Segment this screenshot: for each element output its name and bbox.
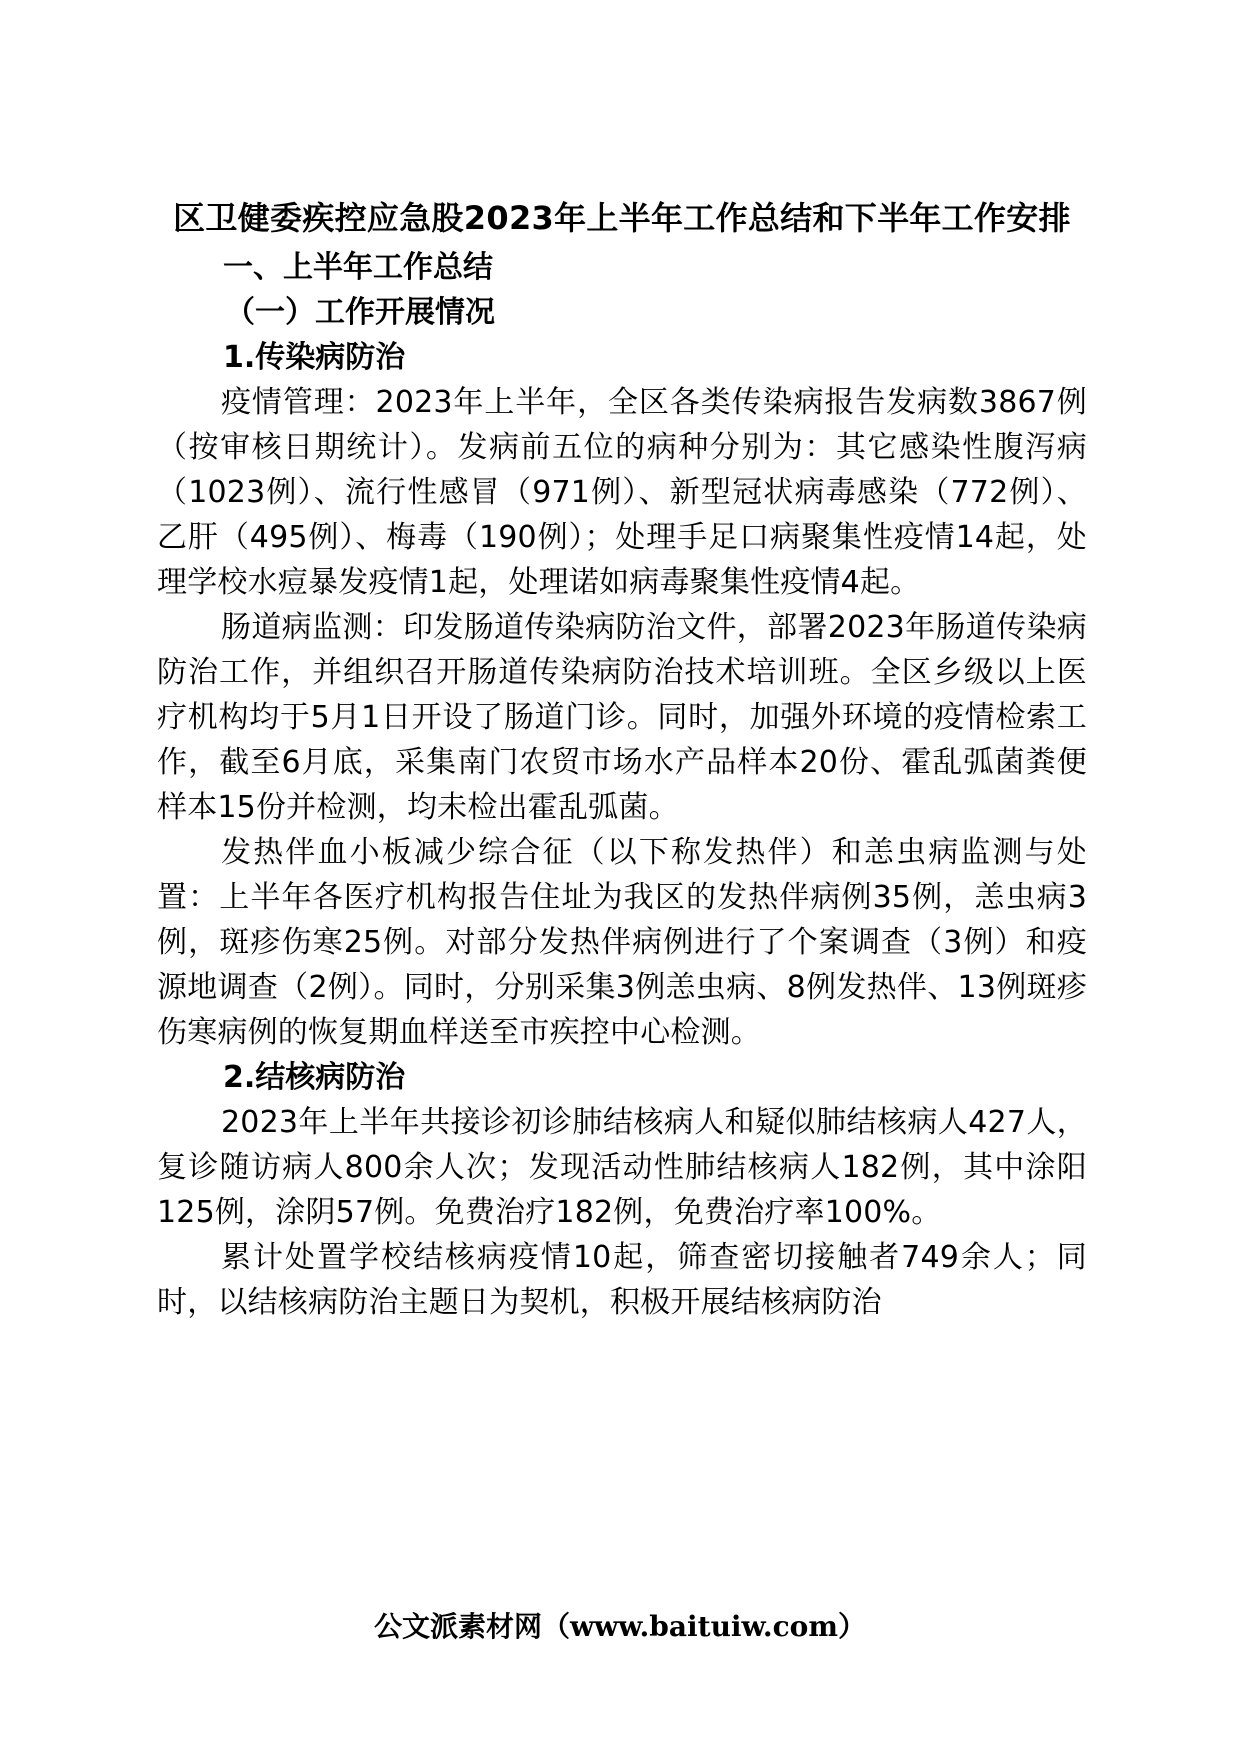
- subsection-heading: （一）工作开展情况: [225, 295, 495, 330]
- document-title: 区卫健委疾控应急股2023年上半年工作总结和下半年工作安排: [173, 199, 1071, 237]
- item-heading-infectious-disease: 1.传染病防治: [223, 340, 406, 375]
- document-page: [157, 196, 1087, 1325]
- paragraph-tb-diagnosis: 2023年上半年共接诊初诊肺结核病人和疑似肺结核病人427人，复诊随访病人800余人次；发现活动性肺结核病人182例，其中涂阳125例，涂阴57例。免费治疗182例，免费治疗率100%。: [157, 1105, 1087, 1230]
- paragraph-epidemic-management: 疫情管理：2023年上半年，全区各类传染病报告发病数3867例（按审核日期统计）。发病前五位的病种分别为：其它感染性腹泻病（1023例）、流行性感冒（971例）、新型冠状病毒感染（772例）、乙肝（495例）、梅毒（190例）；处理手足口病聚集性疫情14起，处理学校水痘暴发疫情1起，处理诺如病毒聚集性疫情4起。: [157, 385, 1087, 600]
- section-heading: 一、上半年工作总结: [223, 250, 493, 285]
- item-heading-tuberculosis: 2.结核病防治: [223, 1060, 406, 1095]
- footer-watermark: 公文派素材网（www.baituiw.com）: [374, 1610, 866, 1643]
- paragraph-sfts-monitoring: 发热伴血小板减少综合征（以下称发热伴）和恙虫病监测与处置：上半年各医疗机构报告住址为我区的发热伴病例35例，恙虫病3例，斑疹伤寒25例。对部分发热伴病例进行了个案调查（3例）和疫源地调查（2例）。同时，分别采集3例恙虫病、8例发热伴、13例斑疹伤寒病例的恢复期血样送至市疾控中心检测。: [157, 835, 1087, 1050]
- paragraph-intestinal-monitoring: 肠道病监测：印发肠道传染病防治文件，部署2023年肠道传染病防治工作，并组织召开肠道传染病防治技术培训班。全区乡级以上医疗机构均于5月1日开设了肠道门诊。同时，加强外环境的疫情检索工作，截至6月底，采集南门农贸市场水产品样本20份、霍乱弧菌粪便样本15份并检测，均未检出霍乱弧菌。: [157, 610, 1087, 825]
- paragraph-tb-school-outbreaks: 累计处置学校结核病疫情10起，筛查密切接触者749余人；同时，以结核病防治主题日为契机，积极开展结核病防治: [157, 1240, 1087, 1320]
